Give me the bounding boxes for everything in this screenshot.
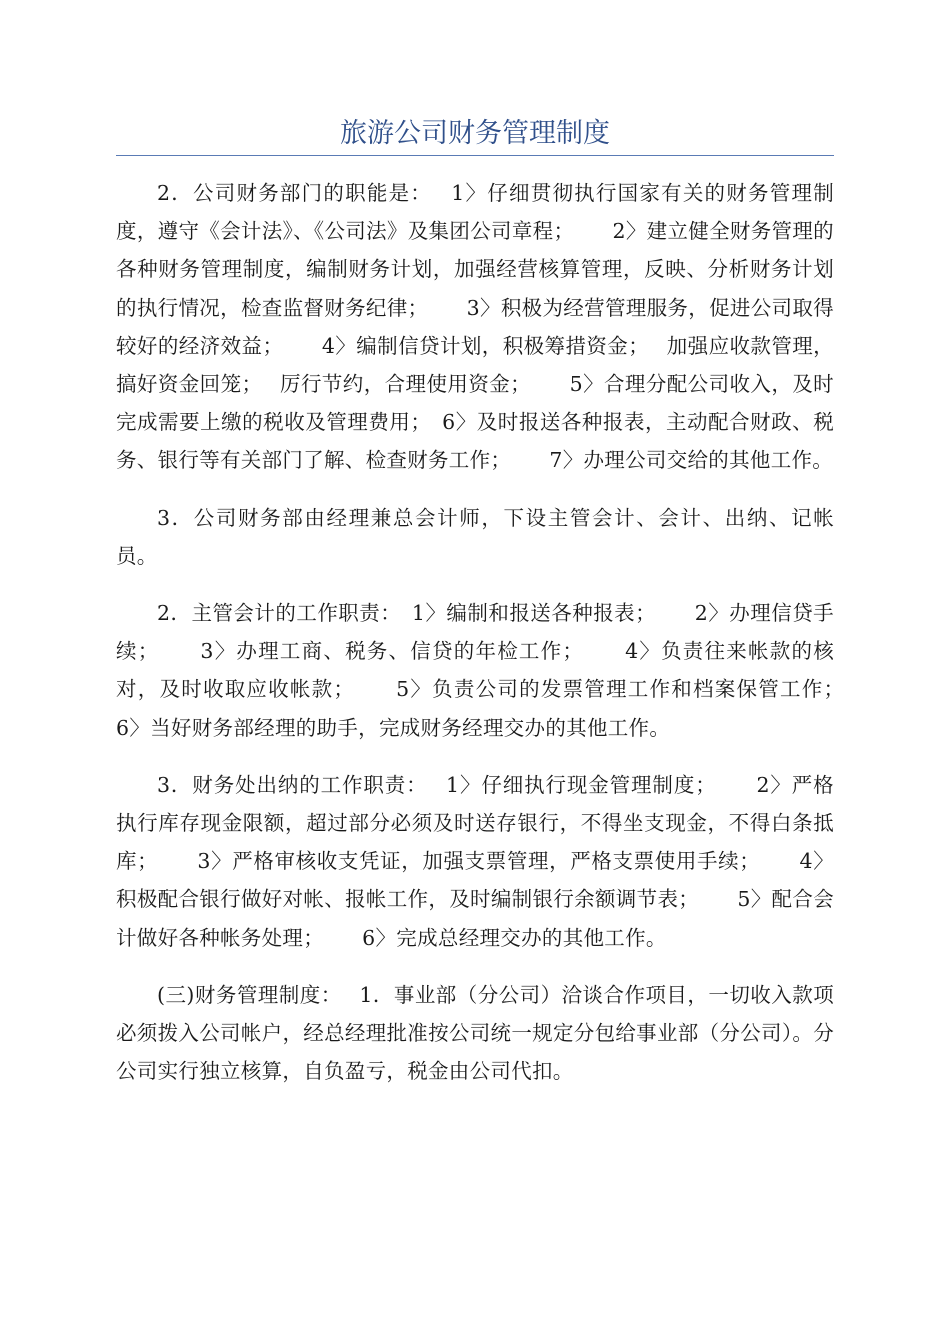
document-title: 旅游公司财务管理制度 (340, 118, 610, 149)
paragraph-cashier-duties: 3．财务处出纳的工作职责： 1〉仔细执行现金管理制度； 2〉严格执行库存现金限额，超过部分必须及时送存银行，不得坐支现金，不得白条抵库； 3〉严格审核收支凭证，加强支票管理，严格支票使用手续； 4〉积极配合银行做好对帐、报帐工作，及时编制银行余额调节表； 5〉配合会计做好各种帐务处理； 6〉完成总经理交办的其他工作。 (116, 772, 834, 950)
document-body (116, 174, 883, 1109)
title-underline (116, 155, 834, 156)
paragraph-management-system: (三)财务管理制度： 1．事业部（分公司）洽谈合作项目，一切收入款项必须拨入公司帐户，经总经理批准按公司统一规定分包给事业部（分公司）。分公司实行独立核算，自负盈亏，税金由公司代扣。 (116, 982, 834, 1084)
paragraph-chief-accountant-duties: 2．主管会计的工作职责： 1〉编制和报送各种报表； 2〉办理信贷手续； 3〉办理工商、税务、信贷的年检工作； 4〉负责往来帐款的核对，及时收取应收帐款； 5〉负责公司的发票管理工作和档案保管工作； 6〉当好财务部经理的助手，完成财务经理交办的其他工作。 (116, 601, 883, 740)
paragraph-finance-functions: 2．公司财务部门的职能是： 1〉仔细贯彻执行国家有关的财务管理制度，遵守《会计法》、《公司法》及集团公司章程； 2〉建立健全财务管理的各种财务管理制度，编制财务计划，加强经营核算管理，反映、分析财务计划的执行情况，检查监督财务纪律； 3〉积极为经营管理服务，促进公司取得较好的经济效益； 4〉编制信贷计划，积极筹措资金； 加强应收款管理，搞好资金回笼； 厉行节约，合理使用资金； 5〉合理分配公司收入，及时完成需要上缴的税收及管理费用； 6〉及时报送各种报表，主动配合财政、税务、银行等有关部门了解、检查财务工作； 7〉办理公司交给的其他工作。 (116, 181, 834, 473)
paragraph-department-structure: 3．公司财务部由经理兼总会计师，下设主管会计、会计、出纳、记帐员。 (116, 505, 834, 568)
